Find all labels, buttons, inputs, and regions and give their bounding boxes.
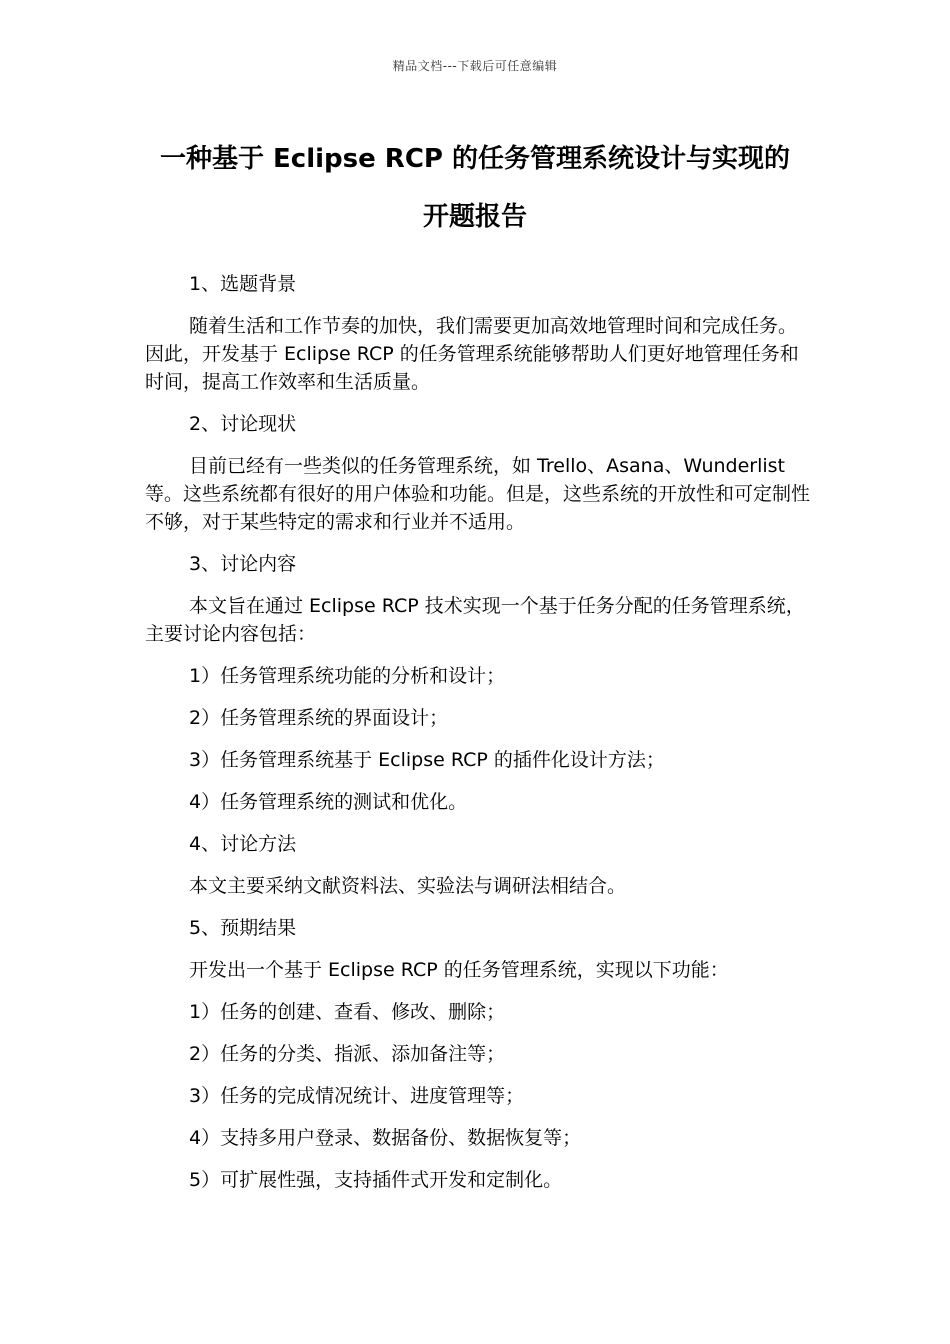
header-note: 精品文档---下载后可任意编辑 (392, 59, 558, 73)
section-paragraph: 随着生活和工作节奏的加快，我们需要更加高效地管理时间和完成任务。因此，开发基于 Eclipse RCP 的任务管理系统能够帮助人们更好地管理任务和时间，提高工作效率和生活质量。 (145, 315, 799, 393)
list-item: 本文主要采纳文献资料法、实验法与调研法相结合。 (189, 875, 627, 897)
section-heading-method: 4、讨论方法 (189, 833, 297, 855)
list-item: 5）可扩展性强，支持插件式开发和定制化。 (189, 1169, 563, 1191)
document-body (145, 270, 810, 1208)
section-paragraph: 本文旨在通过 Eclipse RCP 技术实现一个基于任务分配的任务管理系统，主要讨论内容包括： (145, 595, 805, 645)
list-item: 1）任务管理系统功能的分析和设计； (189, 665, 506, 687)
section-heading-content: 3、讨论内容 (189, 553, 297, 575)
title-line-1: 一种基于 Eclipse RCP 的任务管理系统设计与实现的 (159, 144, 791, 174)
list-item: 2）任务管理系统的界面设计； (189, 707, 449, 729)
document-title (120, 130, 830, 246)
list-item: 开发出一个基于 Eclipse RCP 的任务管理系统，实现以下功能： (189, 959, 729, 981)
section-heading-results: 5、预期结果 (189, 917, 297, 939)
list-item: 4）任务管理系统的测试和优化。 (189, 791, 468, 813)
list-item: 1）任务的创建、查看、修改、删除； (189, 1001, 506, 1023)
list-item: 3）任务管理系统基于 Eclipse RCP 的插件化设计方法； (189, 749, 665, 771)
section-heading-status: 2、讨论现状 (189, 413, 297, 435)
title-line-2: 开题报告 (422, 202, 527, 232)
section-heading-background: 1、选题背景 (189, 273, 297, 295)
list-item: 4）支持多用户登录、数据备份、数据恢复等； (189, 1127, 582, 1149)
section-paragraph: 目前已经有一些类似的任务管理系统，如 Trello、Asana、Wunderlist 等。这些系统都有很好的用户体验和功能。但是，这些系统的开放性和可定制性不够，对于某些特定的需求和行业并不适用。 (145, 455, 811, 533)
list-item: 3）任务的完成情况统计、进度管理等； (189, 1085, 525, 1107)
list-item: 2）任务的分类、指派、添加备注等； (189, 1043, 506, 1065)
